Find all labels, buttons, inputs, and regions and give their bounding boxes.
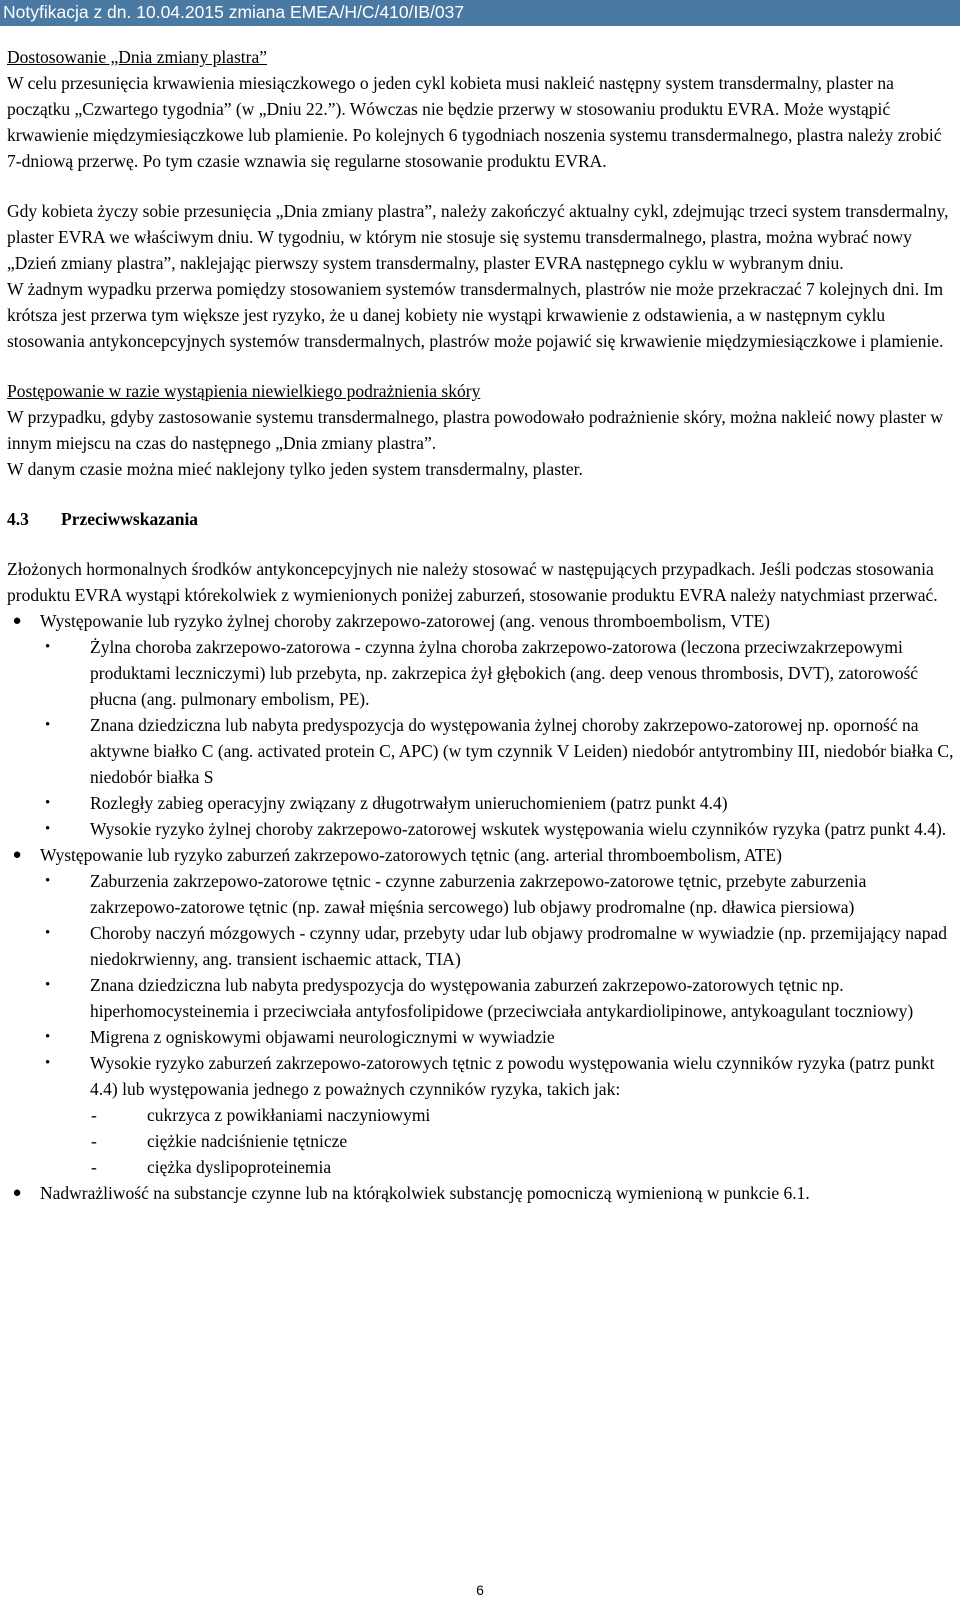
sub-list-text: Wysokie ryzyko żylnej choroby zakrzepowo-zatorowej wskutek występowania wielu czynników ryzyka (patrz punkt 4.4). xyxy=(90,819,947,839)
sub-list-text: Wysokie ryzyko zaburzeń zakrzepowo-zatorowych tętnic z powodu występowania wielu czynników ryzyka (patrz punkt 4.4) lub występowania jednego z poważnych czynników ryzyka, takich jak: xyxy=(90,1053,935,1099)
sub-list-item xyxy=(7,1024,955,1050)
list-item-text: Występowanie lub ryzyko zaburzeń zakrzepowo-zatorowych tętnic (ang. arterial thromboembolism, ATE) xyxy=(40,845,782,865)
risk-factor-text: ciężka dyslipoproteinemia xyxy=(147,1157,332,1177)
bullet-icon: • xyxy=(45,821,51,837)
heading-change-day: Dostosowanie „Dnia zmiany plastra” xyxy=(7,47,267,67)
bullet-icon: • xyxy=(45,1055,51,1071)
bullet-icon: • xyxy=(45,873,51,889)
paragraph-change-day-3: W żadnym wypadku przerwa pomiędzy stosowaniem systemów transdermalnych, plastrów nie może przekraczać 7 kolejnych dni. Im krótsza jest przerwa tym większe jest ryzyko, że u danej kobiety nie wystąpi krwawienie z odstawienia, a w następnym cyklu stosowania antykoncepcyjnych systemów transdermalnych, plastrów może pojawić się krwawienie międzymiesiączkowe i plamienie. xyxy=(7,279,944,351)
heading-skin-irritation: Postępowanie w razie wystąpienia niewielkiego podrażnienia skóry xyxy=(7,381,481,401)
bullet-icon: ● xyxy=(12,1185,22,1201)
sub-list-item xyxy=(7,972,955,1024)
bullet-icon: • xyxy=(45,795,51,811)
sub-list-item xyxy=(7,868,955,920)
bullet-icon: ● xyxy=(12,613,22,629)
contraindications-intro: Złożonych hormonalnych środków antykoncepcyjnych nie należy stosować w następujących przypadkach. Jeśli podczas stosowania produktu EVRA wystąpi którekolwiek z wymienionych poniżej zaburzeń, stosowanie produktu EVRA należy natychmiast przerwać. xyxy=(7,559,938,605)
dash-icon: - xyxy=(91,1157,97,1177)
notification-header xyxy=(0,0,960,26)
bullet-icon: • xyxy=(45,977,51,993)
sub-list-item xyxy=(7,816,955,842)
list-item-text: Nadwrażliwość na substancje czynne lub na którąkolwiek substancję pomocniczą wymienioną w punkcie 6.1. xyxy=(40,1183,810,1203)
list-item-hypersensitivity xyxy=(7,1180,955,1206)
sub-list-text: Znana dziedziczna lub nabyta predyspozycja do występowania zaburzeń zakrzepowo-zatorowych tętnic np. hiperhomocysteinemia i przeciwciała antyfosfolipidowe (przeciwciała antykardiolipinowe, antykoagulant toczniowy) xyxy=(90,975,914,1021)
paragraph-change-day-2: Gdy kobieta życzy sobie przesunięcia „Dnia zmiany plastra”, należy zakończyć aktualny cykl, zdejmując trzeci system transdermalny, plaster EVRA we właściwym dniu. W tygodniu, w którym nie stosuje się systemu transdermalnego, plastra, można wybrać nowy „Dzień zmiany plastra”, naklejając pierwszy system transdermalny, plaster EVRA następnego cyklu w wybranym dniu. xyxy=(7,201,949,273)
risk-factor-item xyxy=(7,1128,955,1154)
bullet-icon: ● xyxy=(12,847,22,863)
header-text: Notyfikacja z dn. 10.04.2015 zmiana EMEA/H/C/410/IB/037 xyxy=(3,2,465,22)
sub-list-text: Żylna choroba zakrzepowo-zatorowa - czynna żylna choroba zakrzepowo-zatorowa (leczona przeciwzakrzepowymi produktami leczniczymi) lub przebyta, np. zakrzepica żył głębokich (ang. deep venous thrombosis, DVT), zatorowość płucna (ang. pulmonary embolism, PE). xyxy=(90,637,919,709)
risk-factor-item xyxy=(7,1102,955,1128)
list-item-text: Występowanie lub ryzyko żylnej choroby zakrzepowo-zatorowej (ang. venous thromboembolism, VTE) xyxy=(40,611,771,631)
sub-list-item xyxy=(7,712,955,790)
section-number: 4.3 xyxy=(7,509,29,529)
page-number: 6 xyxy=(476,1582,484,1598)
risk-factor-item xyxy=(7,1154,955,1180)
paragraph-irritation-2: W danym czasie można mieć naklejony tylko jeden system transdermalny, plaster. xyxy=(7,459,583,479)
sub-list-text: Choroby naczyń mózgowych - czynny udar, przebyty udar lub objawy prodromalne w wywiadzie (np. przemijający napad niedokrwienny, ang. transient ischaemic attack, TIA) xyxy=(90,923,947,969)
sub-list-text: Migrena z ogniskowymi objawami neurologicznymi w wywiadzie xyxy=(90,1027,555,1047)
paragraph-irritation-1: W przypadku, gdyby zastosowanie systemu transdermalnego, plastra powodowało podrażnienie skóry, można nakleić nowy plaster w innym miejscu na czas do następnego „Dnia zmiany plastra”. xyxy=(7,407,943,453)
sub-list-item xyxy=(7,634,955,712)
sub-list-text: Zaburzenia zakrzepowo-zatorowe tętnic - czynne zaburzenia zakrzepowo-zatorowe tętnic, przebyte zaburzenia zakrzepowo-zatorowe tętnic (np. zawał mięśnia sercowego) lub objawy prodromalne (np. dławica piersiowa) xyxy=(90,871,867,917)
section-title-text: Przeciwwskazania xyxy=(61,509,199,529)
risk-factor-text: cukrzyca z powikłaniami naczyniowymi xyxy=(147,1105,431,1125)
bullet-icon: • xyxy=(45,639,51,655)
bullet-icon: • xyxy=(45,1029,51,1045)
list-item-ate xyxy=(7,842,955,868)
dash-icon: - xyxy=(91,1105,97,1125)
bullet-icon: • xyxy=(45,717,51,733)
section-title-contraindications xyxy=(7,506,955,532)
risk-factor-text: ciężkie nadciśnienie tętnicze xyxy=(147,1131,348,1151)
sub-list-item xyxy=(7,1050,955,1102)
list-item-vte xyxy=(7,608,955,634)
sub-list-text: Znana dziedziczna lub nabyta predyspozycja do występowania żylnej choroby zakrzepowo-zatorowej np. oporność na aktywne białko C (ang. activated protein C, APC) (w tym czynnik V Leiden) niedobór antytrombiny III, niedobór białka C, niedobór białka S xyxy=(90,715,954,787)
document-body xyxy=(7,44,955,1206)
dash-icon: - xyxy=(91,1131,97,1151)
paragraph-change-day-1: W celu przesunięcia krwawienia miesiączkowego o jeden cykl kobieta musi nakleić następny system transdermalny, plaster na początku „Czwartego tygodnia” (w „Dniu 22.”). Wówczas nie będzie przerwy w stosowaniu produktu EVRA. Może wystąpić krwawienie międzymiesiączkowe lub plamienie. Po kolejnych 6 tygodniach noszenia systemu transdermalnego, plastra należy zrobić 7-dniową przerwę. Po tym czasie wznawia się regularne stosowanie produktu EVRA. xyxy=(7,73,942,171)
sub-list-item xyxy=(7,920,955,972)
sub-list-text: Rozległy zabieg operacyjny związany z długotrwałym unieruchomieniem (patrz punkt 4.4) xyxy=(90,793,728,813)
bullet-icon: • xyxy=(45,925,51,941)
sub-list-item xyxy=(7,790,955,816)
